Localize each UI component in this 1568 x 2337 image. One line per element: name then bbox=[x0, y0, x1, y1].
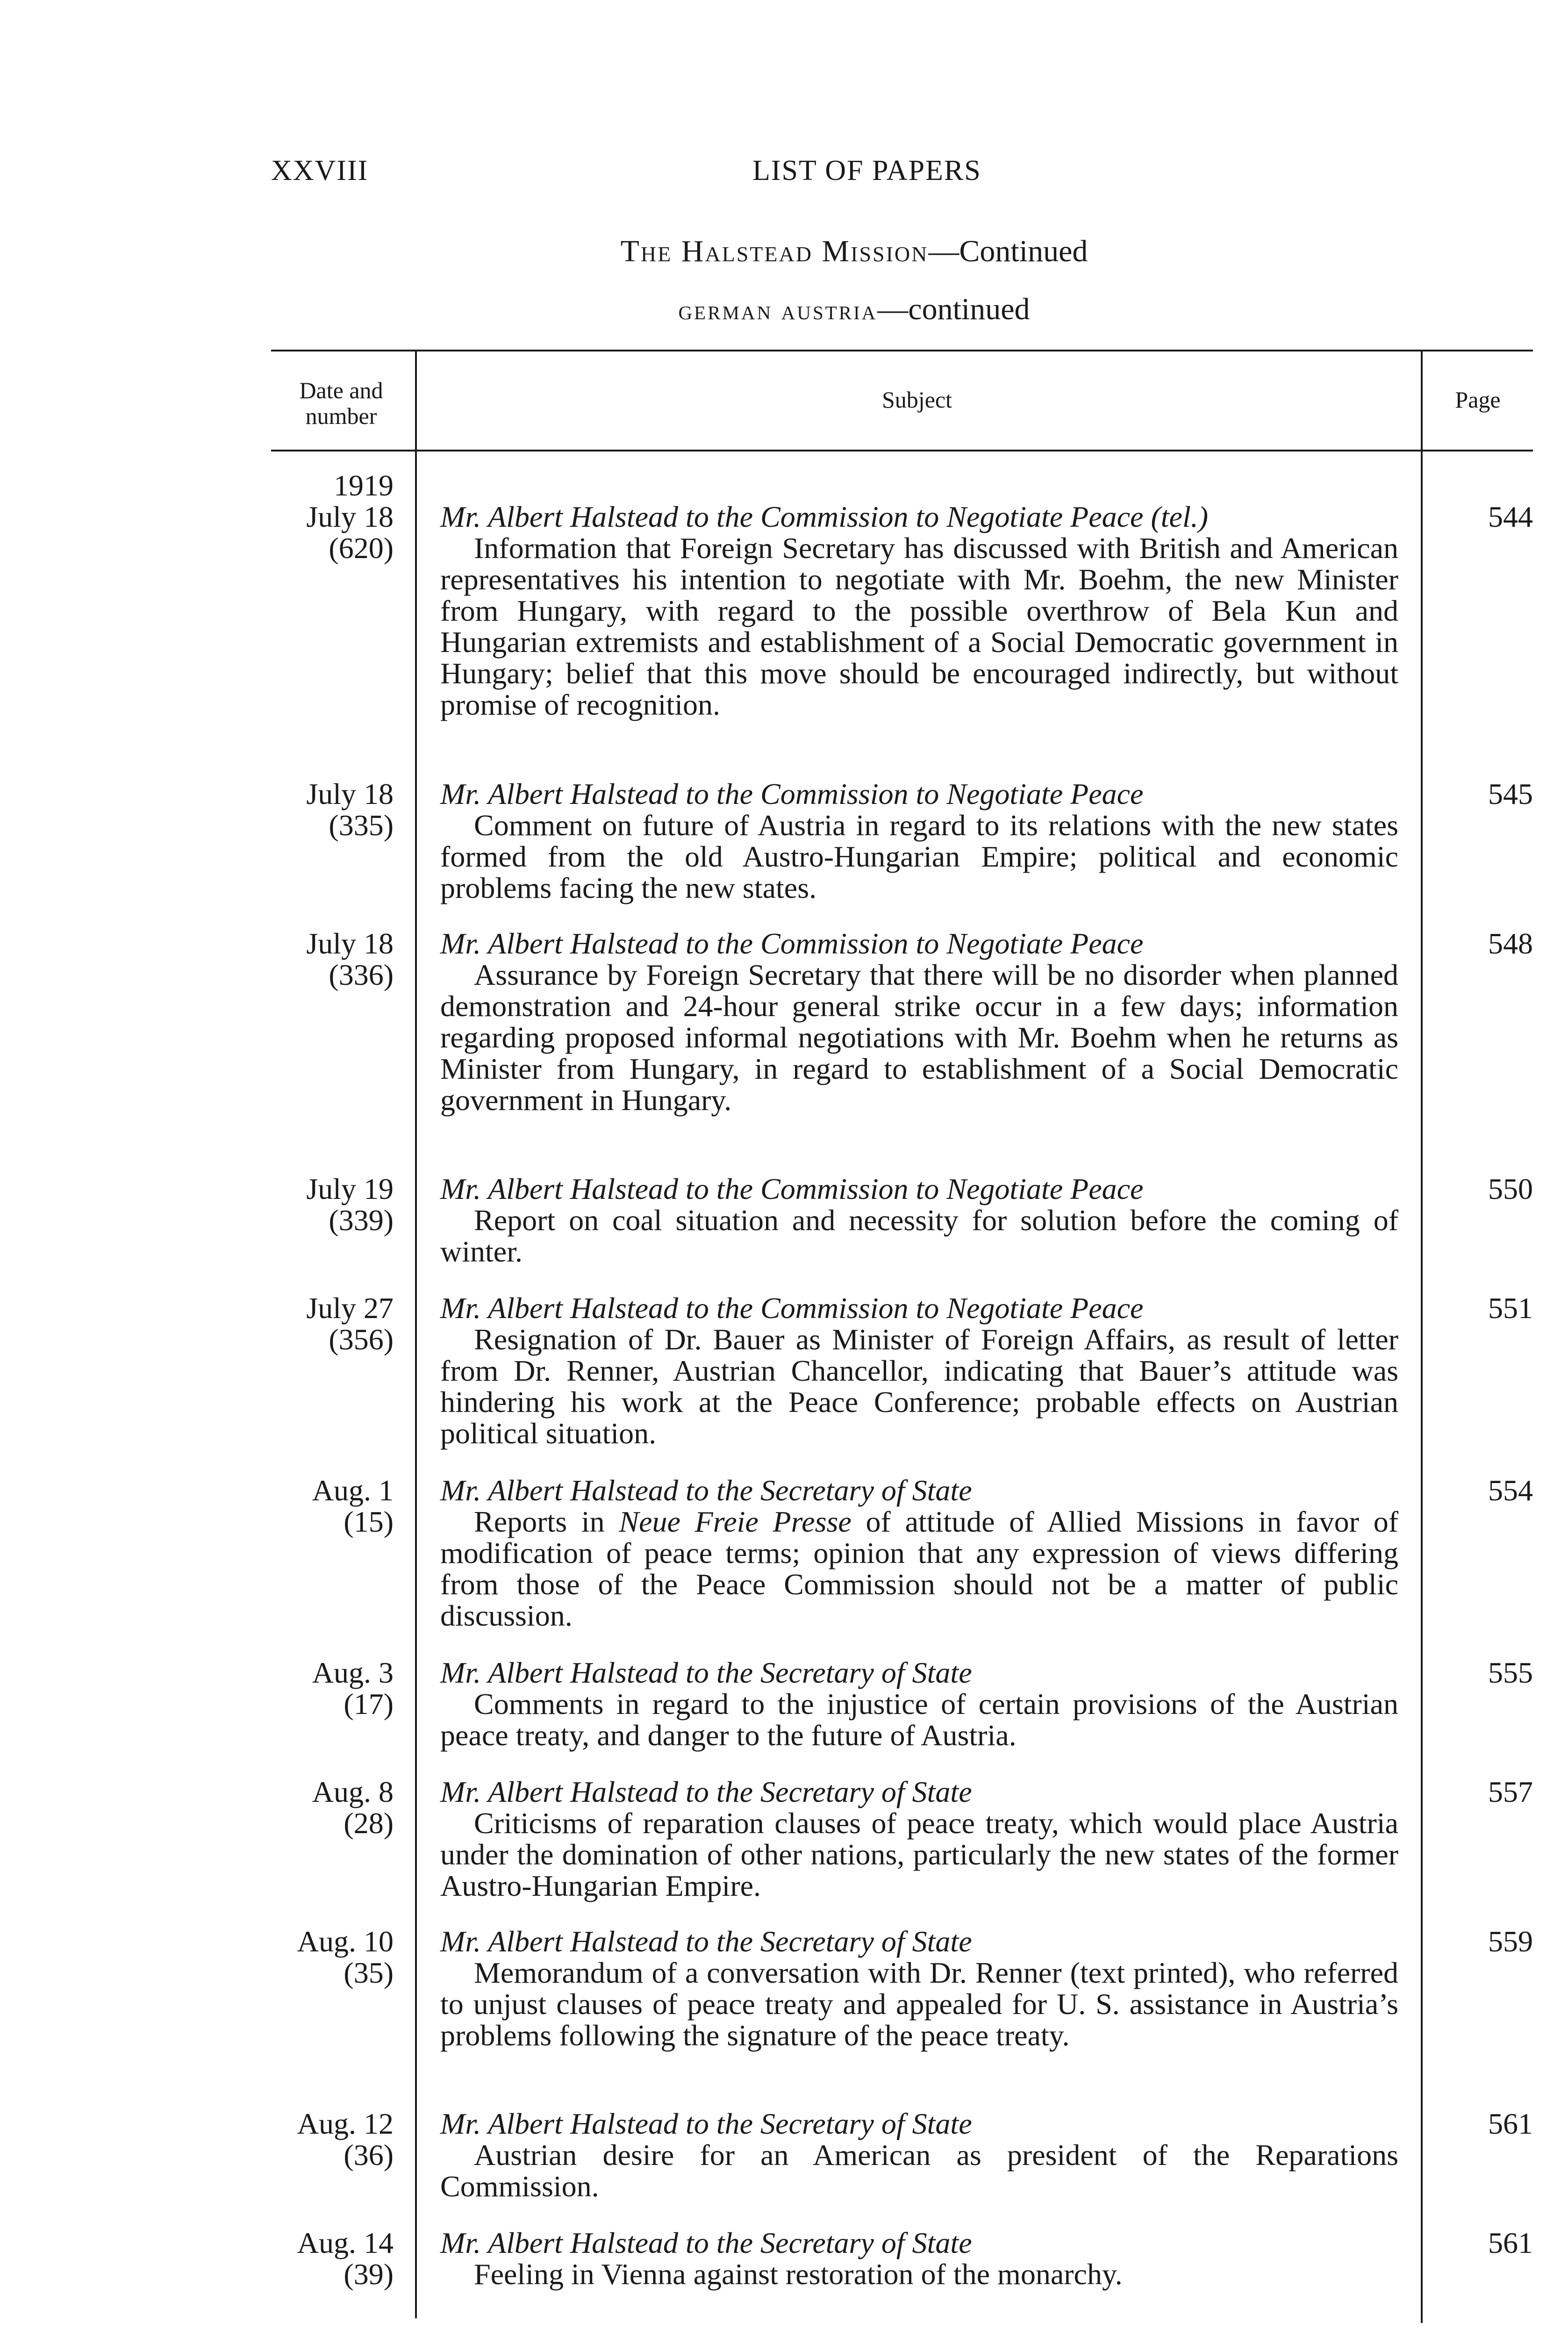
entry-date bbox=[271, 2108, 394, 2171]
entry-heading: Mr. Albert Halstead to the Secretary of State bbox=[440, 1474, 972, 1507]
entry-date bbox=[271, 1776, 394, 1839]
column-divider-right bbox=[1421, 351, 1423, 2323]
entry-number: (36) bbox=[344, 2138, 394, 2172]
entry-heading: Mr. Albert Halstead to the Commission to Negotiate Peace bbox=[440, 777, 1144, 810]
entry-number: (28) bbox=[344, 1807, 394, 1840]
entry-date-text: Aug. 1 bbox=[312, 1474, 394, 1507]
entry-page: 545 bbox=[1488, 777, 1533, 810]
entry-subject bbox=[440, 1292, 1398, 1449]
entry-summary: Assurance by Foreign Secretary that there will be no disorder when planned demonstration and 24-hour general strike occur in a few days; information regarding proposed informal negotiations with Mr. Boehm when he returns as Minister from Hungary, in regard to establishment of a Social Democratic government in Hungary. bbox=[440, 958, 1398, 1117]
entry-subject bbox=[440, 501, 1398, 720]
summary-text: Reports in bbox=[474, 1505, 619, 1538]
entry-number: (17) bbox=[344, 1687, 394, 1720]
table-header-rule bbox=[271, 450, 1533, 452]
entry-date bbox=[271, 778, 394, 841]
entry-page: 554 bbox=[1488, 1474, 1533, 1507]
entry-subject bbox=[440, 1657, 1398, 1751]
entry-date bbox=[271, 1926, 394, 1988]
entry-summary: Criticisms of reparation clauses of peace treaty, which would place Austria under the domination of other nations, particularly the new states of the former Austro-Hungarian Empire. bbox=[440, 1807, 1398, 1902]
entry-number: (356) bbox=[329, 1323, 394, 1356]
entry-page: 548 bbox=[1488, 927, 1533, 960]
entry-page: 551 bbox=[1488, 1291, 1533, 1325]
entry-heading: Mr. Albert Halstead to the Commission to Negotiate Peace bbox=[440, 1291, 1144, 1325]
entry-heading: Mr. Albert Halstead to the Secretary of State bbox=[440, 1656, 972, 1689]
entry-date-text: Aug. 12 bbox=[297, 2107, 394, 2140]
entry-subject bbox=[440, 928, 1398, 1116]
entry-heading: Mr. Albert Halstead to the Secretary of State bbox=[440, 2107, 972, 2140]
entry-subject bbox=[440, 1776, 1398, 1901]
entry-date bbox=[271, 1475, 394, 1537]
column-header-date: Date and number bbox=[299, 377, 383, 429]
entry-subject bbox=[440, 2108, 1398, 2202]
column-header-page: Page bbox=[1455, 387, 1501, 413]
entry-date-text: Aug. 14 bbox=[297, 2226, 394, 2259]
entry-date-text: July 18 bbox=[306, 500, 394, 533]
entry-number: (620) bbox=[329, 531, 394, 565]
entry-date-text: July 18 bbox=[306, 927, 394, 960]
subsection-title bbox=[0, 292, 1568, 327]
entry-date bbox=[271, 1292, 394, 1355]
column-header-subject: Subject bbox=[882, 387, 952, 413]
entry-heading: Mr. Albert Halstead to the Commission to Negotiate Peace (tel.) bbox=[440, 500, 1209, 533]
entry-page: 555 bbox=[1488, 1656, 1533, 1689]
entry-summary: Information that Foreign Secretary has discussed with British and American representatives his intention to negotiate with Mr. Boehm, the new Minister from Hungary, with regard to the possible overthrow of Bela Kun and Hungarian extremists and establishment of a Social Democratic government in Hungary; belief that this move should be encouraged indirectly, but without promise of recognition. bbox=[440, 531, 1398, 721]
entry-year: 1919 bbox=[334, 469, 394, 502]
entry-subject bbox=[440, 778, 1398, 903]
entry-summary: Memorandum of a conversation with Dr. Renner (text printed), who referred to unjust clauses of peace treaty and appealed for U. S. assistance in Austria’s problems following the signature of the peace treaty. bbox=[440, 1956, 1398, 2052]
entry-page: 561 bbox=[1488, 2107, 1533, 2140]
entry-date bbox=[271, 928, 394, 990]
entry-summary: Report on coal situation and necessity for solution before the coming of winter. bbox=[440, 1204, 1398, 1268]
entry-subject bbox=[440, 1173, 1398, 1267]
entry-date-text: Aug. 3 bbox=[312, 1656, 394, 1689]
column-divider-left bbox=[415, 351, 417, 2318]
entry-heading: Mr. Albert Halstead to the Commission to Negotiate Peace bbox=[440, 927, 1144, 960]
entry-date-text: July 18 bbox=[306, 777, 394, 810]
entry-date-text: Aug. 8 bbox=[312, 1775, 394, 1808]
entry-date bbox=[271, 2227, 394, 2290]
entry-summary: Comments in regard to the injustice of certain provisions of the Austrian peace treaty, and danger to the future of Austria. bbox=[440, 1687, 1398, 1752]
section-title-continued: —Continued bbox=[928, 234, 1088, 268]
entry-subject bbox=[440, 2227, 1398, 2290]
entry-date bbox=[271, 470, 394, 564]
entry-number: (335) bbox=[329, 809, 394, 842]
summary-text: of attitude of Allied Missions in favor of modification of peace terms; opinion that any expression of views differing from those of the Peace Commission should not be a matter of public discussion. bbox=[440, 1505, 1399, 1632]
entry-date-text: Aug. 10 bbox=[297, 1925, 394, 1958]
section-title-main: The Halstead Mission bbox=[620, 234, 929, 268]
table-top-rule bbox=[271, 350, 1533, 351]
entry-date bbox=[271, 1173, 394, 1236]
entry-summary: Comment on future of Austria in regard to its relations with the new states formed from the old Austro-Hungarian Empire; political and economic problems facing the new states. bbox=[440, 809, 1398, 904]
entry-number: (39) bbox=[344, 2258, 394, 2291]
entry-heading: Mr. Albert Halstead to the Secretary of State bbox=[440, 2226, 972, 2259]
entry-summary: Austrian desire for an American as president of the Reparations Commission. bbox=[440, 2138, 1398, 2203]
entry-page: 544 bbox=[1488, 500, 1533, 533]
entry-heading: Mr. Albert Halstead to the Commission to Negotiate Peace bbox=[440, 1172, 1144, 1205]
entry-subject bbox=[440, 1475, 1398, 1631]
entry-page: 550 bbox=[1488, 1172, 1533, 1205]
entry-number: (35) bbox=[344, 1956, 394, 1989]
entry-date bbox=[271, 1657, 394, 1720]
entry-page: 561 bbox=[1488, 2226, 1533, 2259]
entry-number: (15) bbox=[344, 1505, 394, 1538]
newspaper-title: Neue Freie Presse bbox=[619, 1505, 852, 1538]
entry-page: 557 bbox=[1488, 1775, 1533, 1808]
page-number: XXVIII bbox=[271, 155, 369, 186]
subsection-title-continued: —continued bbox=[877, 292, 1030, 326]
entry-heading: Mr. Albert Halstead to the Secretary of State bbox=[440, 1925, 972, 1958]
entry-date-text: July 27 bbox=[306, 1291, 394, 1325]
entry-summary bbox=[440, 1506, 1398, 1631]
entry-summary: Feeling in Vienna against restoration of the monarchy. bbox=[474, 2258, 1123, 2291]
subsection-title-main: german austria bbox=[678, 295, 878, 325]
entry-number: (336) bbox=[329, 958, 394, 991]
running-title: LIST OF PAPERS bbox=[752, 155, 981, 186]
section-title bbox=[0, 234, 1568, 269]
entry-heading: Mr. Albert Halstead to the Secretary of State bbox=[440, 1775, 972, 1808]
entry-summary: Resignation of Dr. Bauer as Minister of Foreign Affairs, as result of letter from Dr. Renner, Austrian Chancellor, indicating that Bauer’s attitude was hindering his work at the Peace Conference; probable effects on Austrian political situation. bbox=[440, 1323, 1398, 1450]
entry-subject bbox=[440, 1926, 1398, 2051]
entry-number: (339) bbox=[329, 1204, 394, 1237]
entry-page: 559 bbox=[1488, 1925, 1533, 1958]
entry-date-text: July 19 bbox=[306, 1172, 394, 1205]
